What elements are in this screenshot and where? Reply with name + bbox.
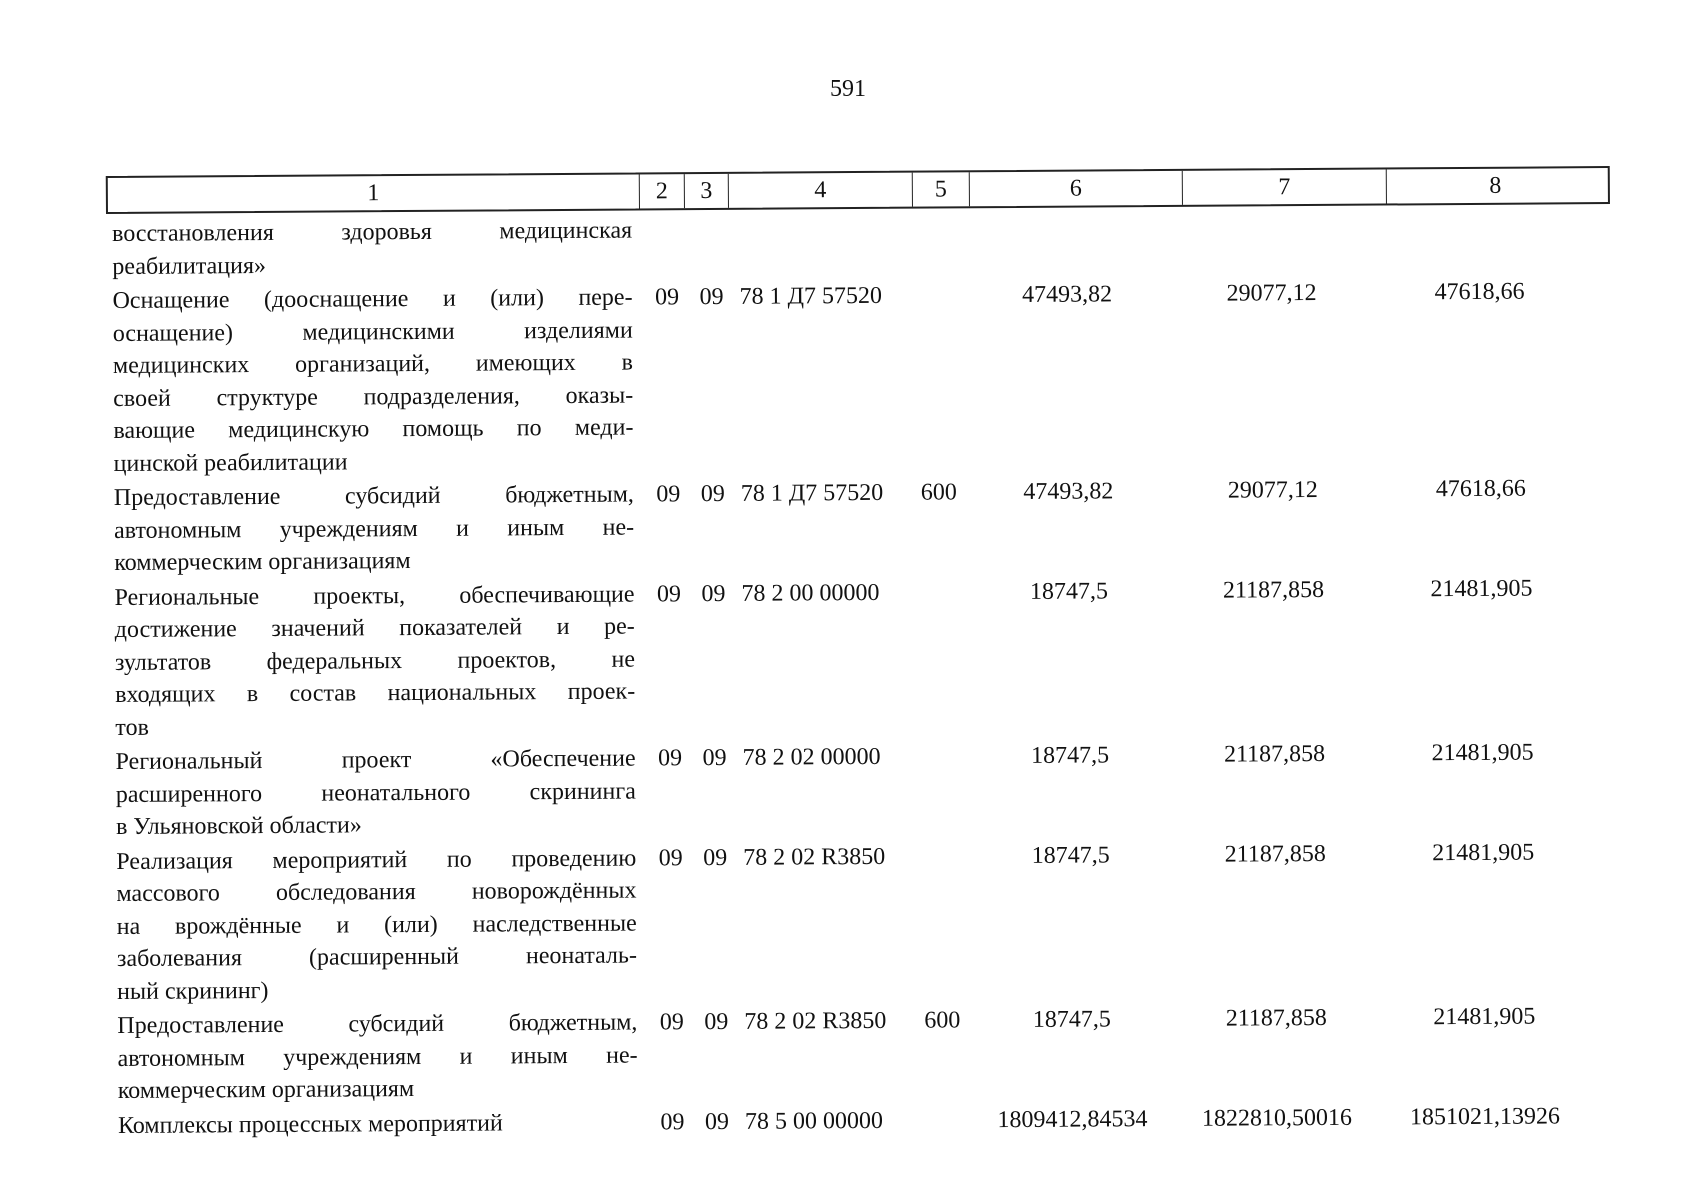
- table-row: [117, 1000, 1618, 1107]
- description-line: зультатов федеральных проектов, не: [114, 646, 636, 676]
- subsection-code: 09: [701, 580, 726, 607]
- amount-col-6: 18747,5: [1031, 742, 1110, 769]
- header-col-5: 5: [913, 172, 970, 206]
- subsection-code: 09: [703, 844, 728, 871]
- target-article-code: 78 1 Д7 57520: [739, 282, 882, 310]
- section-code: 09: [659, 1009, 684, 1036]
- amount-col-7: 21187,858: [1222, 576, 1325, 604]
- description-line: вающие медицинскую помощь по меди-: [113, 414, 634, 444]
- table-row: [114, 472, 1615, 579]
- section-code: 09: [658, 844, 683, 871]
- amount-col-7: 21187,858: [1224, 840, 1326, 868]
- description-line: коммерческим организациям: [117, 1076, 415, 1104]
- table-row: [114, 572, 1615, 744]
- section-code: 09: [656, 481, 681, 508]
- description-line: автономным учреждениям и иным не-: [113, 514, 635, 544]
- section-code: 09: [658, 745, 683, 772]
- description-line: входящих в состав национальных проек-: [115, 678, 636, 708]
- header-col-8: 8: [1489, 172, 1502, 199]
- section-code: 09: [656, 580, 682, 607]
- amount-col-6: 18747,5: [1029, 577, 1109, 605]
- header-col-4: 4: [729, 173, 913, 208]
- description-line: Региональные проекты, обеспечивающие: [114, 581, 635, 611]
- amount-col-8: 21481,905: [1430, 575, 1533, 602]
- amount-col-8: 1851021,13926: [1409, 1102, 1561, 1130]
- description-line: цинской реабилитации: [113, 448, 348, 477]
- amount-col-6: 18747,5: [1031, 841, 1110, 869]
- description-line: в Ульяновской области»: [115, 812, 362, 840]
- target-article-code: 78 2 02 R3850: [744, 1007, 887, 1035]
- header-col-6: 6: [970, 171, 1183, 206]
- amount-col-7: [1168, 210, 1374, 211]
- amount-col-7: 1822810,50016: [1201, 1104, 1353, 1132]
- description-line: Оснащение (дооснащение и (или) пере-: [112, 284, 633, 314]
- table-row: [112, 275, 1613, 480]
- amount-col-8: 21481,905: [1432, 839, 1535, 866]
- subsection-code: 09: [702, 744, 727, 772]
- section-code: 09: [660, 1108, 685, 1135]
- table-row: [116, 736, 1617, 843]
- amount-col-6: 47493,82: [1023, 478, 1114, 505]
- subsection-code: 09: [699, 283, 724, 311]
- row-description: [118, 1106, 638, 1142]
- amount-col-6: [965, 211, 1168, 212]
- amount-col-8: 21481,905: [1433, 1003, 1536, 1031]
- target-article-code: [733, 213, 909, 214]
- description-line: массового обследования новорождённых: [116, 877, 637, 907]
- row-description: [114, 578, 635, 744]
- row-description: [116, 743, 637, 844]
- amount-col-7: 29077,12: [1226, 280, 1317, 307]
- amount-col-8: [1374, 208, 1584, 209]
- amount-col-8: 21481,905: [1431, 739, 1534, 767]
- row-description: [112, 282, 633, 480]
- amount-col-6: 1809412,84534: [997, 1105, 1148, 1133]
- amount-col-8: 47618,66: [1435, 475, 1526, 503]
- subsection-code: 09: [700, 480, 725, 508]
- description-line: расширенного неонатального скрининга: [115, 778, 636, 808]
- page-number: 591: [830, 76, 866, 102]
- target-article-code: 78 2 02 R3850: [743, 843, 886, 871]
- table-row: [116, 836, 1617, 1008]
- subsection-code: 09: [704, 1108, 730, 1135]
- description-line: заболевания (расширенный неонаталь-: [116, 942, 637, 972]
- row-description: [117, 1007, 638, 1108]
- target-article-code: 78 2 00 00000: [741, 579, 880, 607]
- amount-col-6: 47493,82: [1021, 281, 1113, 308]
- subsection-code: 09: [704, 1008, 729, 1036]
- description-line: тов: [115, 714, 149, 741]
- amount-col-7: 21187,858: [1223, 740, 1326, 768]
- description-line: медицинских организаций, имеющих в: [112, 349, 634, 379]
- amount-col-7: 21187,858: [1225, 1004, 1327, 1032]
- description-line: Региональный проект «Обеспечение: [115, 745, 636, 775]
- expense-type-code: 600: [924, 1007, 961, 1034]
- table-body: [112, 208, 1618, 1144]
- description-line: реабилитация»: [112, 252, 267, 280]
- description-line: достижение значений показателей и ре-: [114, 613, 635, 643]
- expense-type-code: 600: [920, 479, 957, 506]
- target-article-code: 78 5 00 00000: [744, 1107, 884, 1135]
- description-line: восстановления здоровья медицинская: [112, 217, 633, 247]
- amount-col-7: 29077,12: [1227, 477, 1318, 504]
- header-col-2: 2: [640, 174, 685, 208]
- amount-col-6: 18747,5: [1032, 1006, 1111, 1033]
- table-row: [112, 208, 1612, 283]
- row-description: [114, 479, 635, 580]
- table-header: [106, 166, 1610, 214]
- header-col-7: 7: [1183, 170, 1387, 205]
- target-article-code: 78 1 Д7 57520: [740, 479, 884, 507]
- description-line: Предоставление субсидий бюджетным,: [113, 481, 634, 511]
- description-line: своей структуре подразделения, оказы-: [113, 382, 634, 412]
- row-description: [116, 842, 637, 1008]
- description-line: ный скрининг): [117, 977, 269, 1005]
- header-col-3: 3: [685, 174, 729, 208]
- description-line: оснащение) медицинскими изделиями: [112, 317, 633, 347]
- row-description: [112, 215, 632, 283]
- description-line: автономным учреждениям и иным не-: [117, 1042, 638, 1072]
- description-line: коммерческим организациям: [114, 548, 411, 576]
- target-article-code: 78 2 02 00000: [742, 743, 881, 771]
- description-line: Реализация мероприятий по проведению: [116, 845, 637, 875]
- description-line: Предоставление субсидий бюджетным,: [117, 1009, 638, 1039]
- description-line: на врождённые и (или) наследственные: [116, 910, 637, 940]
- amount-col-8: 47618,66: [1434, 278, 1525, 306]
- section-code: 09: [654, 284, 680, 311]
- header-col-1: 1: [108, 174, 640, 212]
- description-line: Комплексы процессных мероприятий: [117, 1109, 503, 1139]
